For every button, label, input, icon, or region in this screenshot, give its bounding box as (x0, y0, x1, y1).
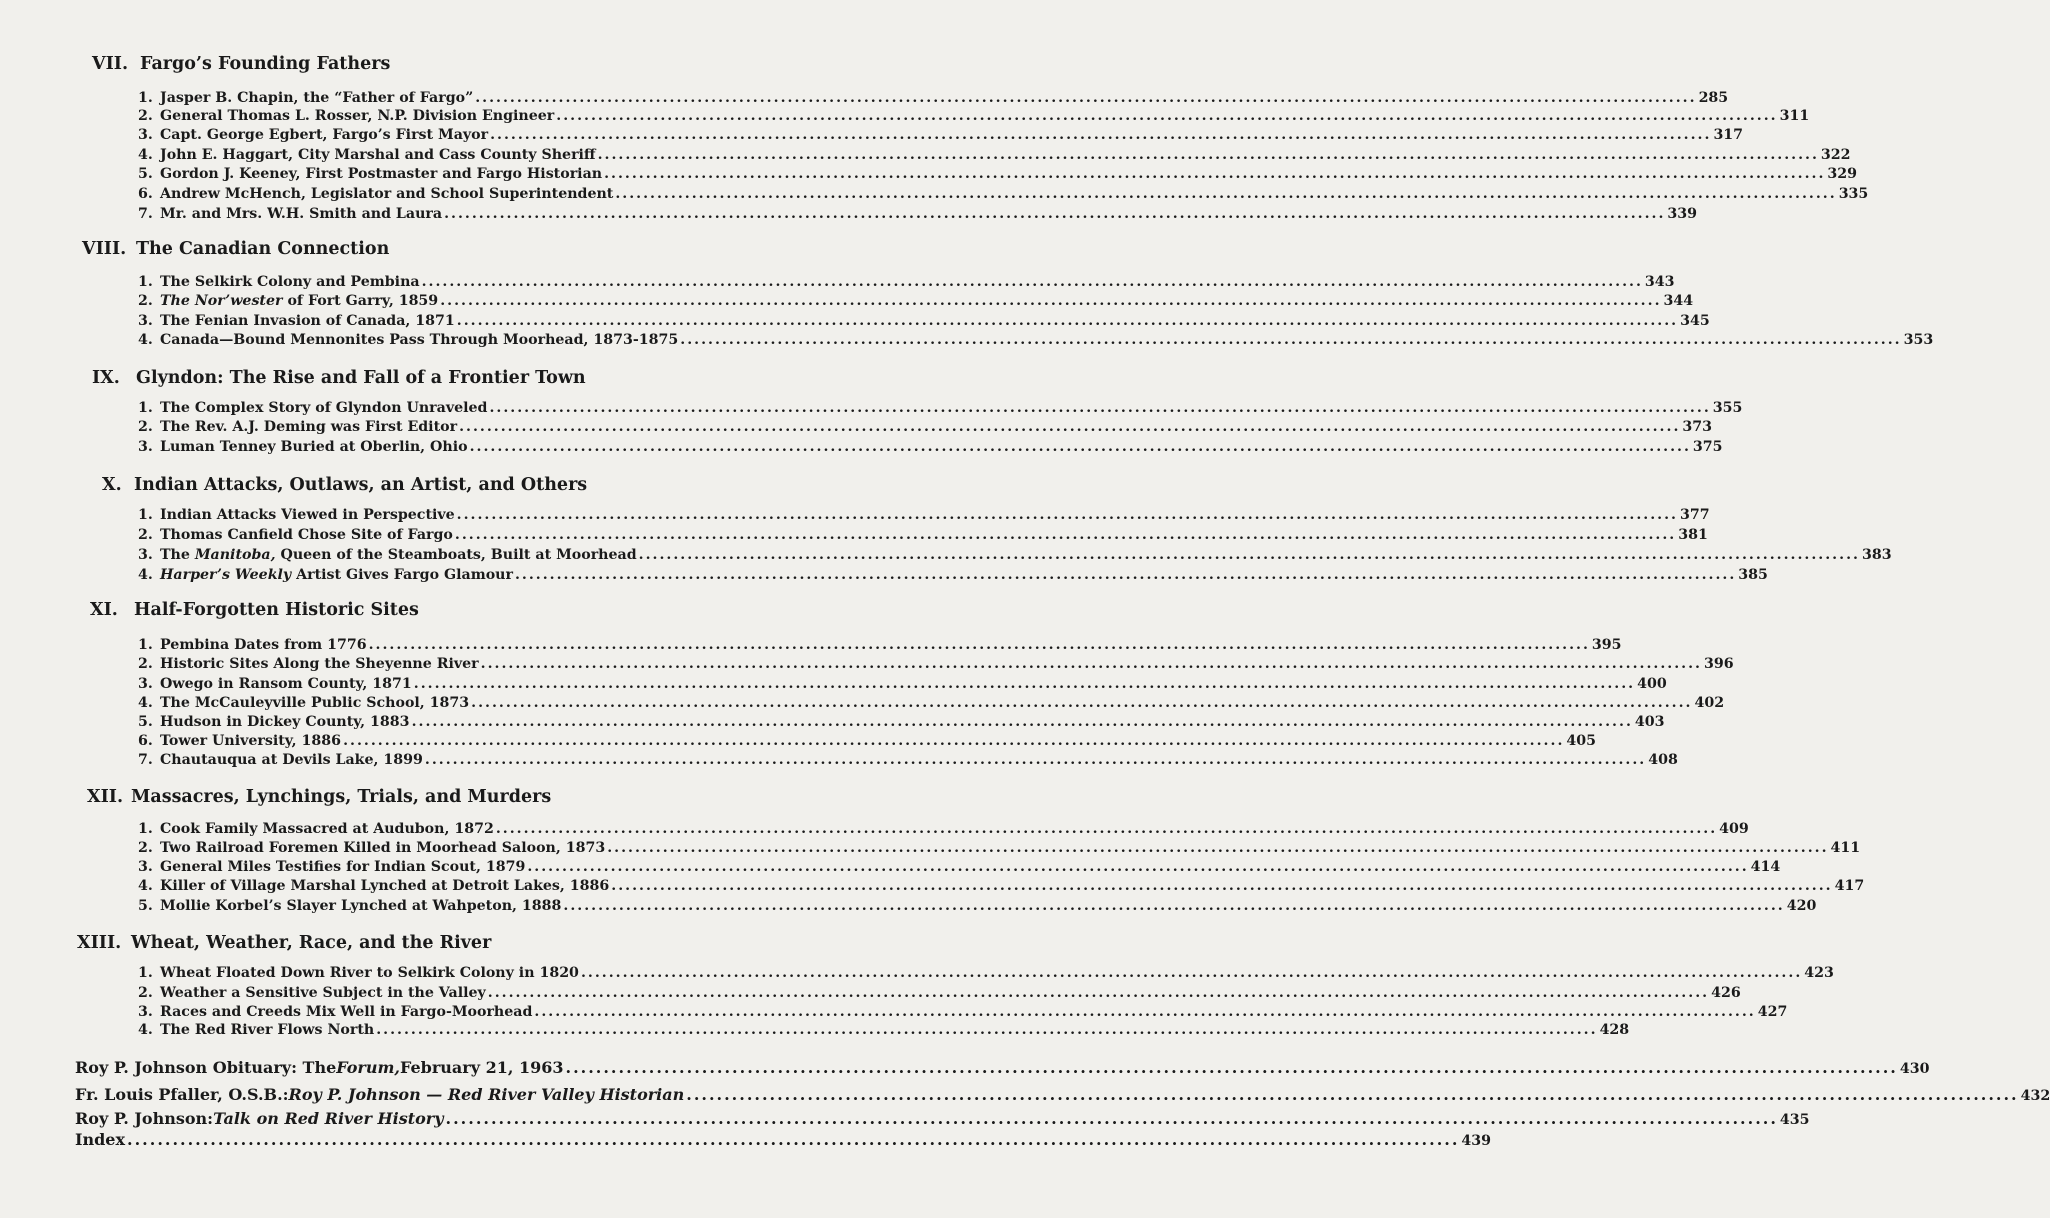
dot-leader: ................................................................................................................................................................................ (444, 206, 1666, 222)
page-number: 430 (1899, 1061, 1930, 1077)
section-number: X. (102, 475, 122, 495)
item-number: 2. (138, 527, 153, 543)
dot-leader: ................................................................................................................................................................................ (459, 419, 1681, 435)
item-title-text: Artist Gives Fargo Glamour (291, 567, 513, 583)
page-number: 285 (1698, 90, 1729, 106)
dot-leader: ................................................................................................................................................................................ (343, 733, 1565, 749)
item-number: 1. (138, 965, 153, 981)
item-title-italic: Harper’s Weekly (160, 567, 292, 583)
item-number: 4. (138, 1022, 153, 1038)
item-title (160, 331, 678, 350)
item-title (160, 205, 442, 224)
section-heading (87, 786, 551, 808)
item-number: 3. (138, 1004, 153, 1020)
section-title: Wheat, Weather, Race, and the River (131, 933, 492, 953)
page-number: 335 (1838, 186, 1869, 202)
item-title-text: The Red River Flows North (160, 1022, 375, 1038)
list-item (138, 839, 1861, 858)
item-title (160, 839, 605, 858)
page-number: 403 (1634, 714, 1665, 730)
item-number: 1. (138, 274, 153, 290)
list-item (138, 675, 1667, 694)
item-title-text: Indian Attacks Viewed in Perspective (160, 507, 455, 523)
item-title-text: Cook Family Massacred at Audubon, 1872 (160, 821, 494, 837)
list-item (138, 820, 1749, 839)
item-title (160, 897, 561, 916)
list-item (138, 506, 1710, 525)
item-title-text: Two Railroad Foremen Killed in Moorhead Saloon, 1873 (160, 840, 606, 856)
item-title-text: Canada—Bound Mennonites Pass Through Moorhead, 1873-1875 (160, 332, 679, 348)
dot-leader: ................................................................................................................................................................................ (563, 898, 1785, 914)
item-number: 2. (138, 419, 153, 435)
item-title-text: Owego in Ransom County, 1871 (160, 676, 412, 692)
item-title-text: Tower University, 1886 (160, 733, 342, 749)
page-number: 408 (1648, 752, 1678, 768)
item-title-text: The Rev. A.J. Deming was First Editor (160, 419, 458, 435)
dot-leader: ................................................................................................................................................................................ (514, 567, 1737, 583)
list-item (138, 438, 1723, 457)
item-title (160, 312, 455, 331)
item-title (160, 146, 596, 165)
page-number: 428 (1599, 1022, 1630, 1038)
back-matter-text: Index (75, 1130, 126, 1149)
section-title: Half-Forgotten Historic Sites (134, 600, 419, 620)
section-number: VII. (92, 54, 129, 74)
item-title-text: Killer of Village Marshal Lynched at Detroit Lakes, 1886 (160, 878, 610, 894)
list-item (138, 331, 1934, 350)
list-item (138, 858, 1781, 877)
section-number: VIII. (82, 239, 127, 259)
section-heading (90, 599, 419, 621)
back-matter-italic: Forum, (336, 1058, 400, 1077)
back-matter-item (75, 1108, 1810, 1130)
item-number: 3. (138, 676, 153, 692)
section-heading (77, 932, 491, 954)
page-number: 427 (1757, 1004, 1788, 1020)
list-item (138, 107, 1810, 126)
section-number: XIII. (77, 933, 122, 953)
item-number: 3. (138, 859, 153, 875)
item-title (160, 858, 525, 877)
item-title (160, 438, 468, 457)
list-item (138, 418, 1713, 437)
item-title (160, 964, 579, 983)
section-number: XI. (90, 600, 118, 620)
item-title-italic: The Nor’wester (160, 293, 283, 309)
page-number: 373 (1682, 419, 1713, 435)
page-number: 329 (1827, 166, 1858, 182)
dot-leader: ................................................................................................................................................................................ (686, 1085, 2019, 1104)
dot-leader: ................................................................................................................................................................................ (489, 400, 1711, 416)
page-number: 426 (1711, 985, 1741, 1001)
item-title (160, 751, 423, 770)
list-item (138, 546, 1892, 565)
dot-leader: ................................................................................................................................................................................ (440, 293, 1662, 309)
dot-leader: ................................................................................................................................................................................ (445, 1109, 1778, 1128)
page-number: 405 (1566, 733, 1597, 749)
dot-leader: ................................................................................................................................................................................ (454, 527, 1677, 543)
page-number: 409 (1719, 821, 1749, 837)
item-title-text: Gordon J. Keeney, First Postmaster and Fargo Historian (160, 166, 603, 182)
dot-leader: ................................................................................................................................................................................ (424, 752, 1647, 768)
item-title-text: The Fenian Invasion of Canada, 1871 (160, 313, 455, 329)
page-number: 343 (1644, 274, 1675, 290)
item-number: 6. (138, 186, 153, 202)
back-matter-italic: Roy P. Johnson — Red River Valley Historian (288, 1085, 685, 1104)
list-item (138, 1003, 1788, 1022)
list-item (138, 964, 1834, 983)
list-item (138, 526, 1708, 545)
item-title-text: Luman Tenney Buried at Oberlin, Ohio (160, 439, 468, 455)
page-number: 396 (1703, 656, 1734, 672)
item-title (160, 526, 453, 545)
item-title (160, 273, 420, 292)
section-title: The Canadian Connection (136, 239, 390, 259)
list-item (138, 897, 1817, 916)
item-number: 1. (138, 821, 153, 837)
back-matter-item (75, 1129, 1492, 1151)
page-number: 420 (1786, 898, 1817, 914)
page-number: 395 (1591, 637, 1622, 653)
list-item (138, 713, 1665, 732)
dot-leader: ................................................................................................................................................................................ (368, 637, 1590, 653)
dot-leader: ................................................................................................................................................................................ (471, 695, 1693, 711)
item-number: 4. (138, 695, 153, 711)
dot-leader: ................................................................................................................................................................................ (534, 1004, 1756, 1020)
page-number: 423 (1804, 965, 1834, 981)
item-title-text: The (160, 547, 195, 563)
dot-leader: ................................................................................................................................................................................ (456, 313, 1679, 329)
item-title-text: Hudson in Dickey County, 1883 (160, 714, 410, 730)
back-matter-text: Roy P. Johnson: (75, 1109, 214, 1128)
dot-leader: ................................................................................................................................................................................ (680, 332, 1902, 348)
item-number: 4. (138, 878, 153, 894)
dot-leader: ................................................................................................................................................................................ (487, 985, 1710, 1001)
item-number: 1. (138, 90, 153, 106)
item-title-text: Historic Sites Along the Sheyenne River (160, 656, 479, 672)
item-title (160, 546, 637, 565)
dot-leader: ................................................................................................................................................................................ (127, 1130, 1460, 1149)
list-item (138, 312, 1710, 331)
item-number: 2. (138, 985, 153, 1001)
item-title (160, 165, 602, 184)
page-number: 322 (1820, 147, 1851, 163)
dot-leader: ................................................................................................................................................................................ (469, 439, 1691, 455)
item-number: 4. (138, 147, 153, 163)
list-item (138, 636, 1622, 655)
item-number: 2. (138, 293, 153, 309)
page-number: 344 (1663, 293, 1694, 309)
section-title: Glyndon: The Rise and Fall of a Frontier Town (136, 368, 586, 388)
list-item (138, 165, 1858, 184)
dot-leader: ................................................................................................................................................................................ (638, 547, 1860, 563)
page-number: 355 (1712, 400, 1743, 416)
item-title (160, 292, 438, 311)
section-number: XII. (87, 787, 124, 807)
item-title (160, 675, 412, 694)
item-title-text: Jasper B. Chapin, the “Father of Fargo” (160, 90, 474, 106)
item-number: 5. (138, 714, 153, 730)
item-title (160, 506, 455, 525)
list-item (138, 126, 1744, 145)
back-matter-text: Roy P. Johnson Obituary: The (75, 1058, 337, 1077)
list-item (138, 694, 1725, 713)
list-item (138, 655, 1734, 674)
back-matter-item (75, 1084, 2050, 1106)
list-item (138, 751, 1678, 770)
item-title-text: Weather a Sensitive Subject in the Valley (160, 985, 486, 1001)
list-item (138, 399, 1743, 418)
item-title (160, 694, 469, 713)
item-title-italic: Manitoba, (194, 547, 276, 563)
dot-leader: ................................................................................................................................................................................ (604, 166, 1826, 182)
item-title (160, 984, 486, 1003)
page-number: 402 (1694, 695, 1725, 711)
page-number: 339 (1667, 206, 1698, 222)
list-item (138, 566, 1768, 585)
page-number: 311 (1779, 108, 1810, 124)
dot-leader: ................................................................................................................................................................................ (411, 714, 1633, 730)
list-item (138, 146, 1851, 165)
section-title: Indian Attacks, Outlaws, an Artist, and Others (134, 475, 588, 495)
item-title (160, 820, 494, 839)
page-number: 317 (1713, 127, 1744, 143)
list-item (138, 1021, 1630, 1040)
dot-leader: ................................................................................................................................................................................ (607, 840, 1829, 856)
item-title (160, 636, 367, 655)
item-number: 2. (138, 656, 153, 672)
item-number: 5. (138, 166, 153, 182)
list-item (138, 185, 1869, 204)
item-title (160, 1021, 374, 1040)
dot-leader: ................................................................................................................................................................................ (475, 90, 1697, 106)
section-number: IX. (92, 368, 120, 388)
item-title-text: Thomas Canfield Chose Site of Fargo (160, 527, 453, 543)
dot-leader: ................................................................................................................................................................................ (490, 127, 1712, 143)
item-number: 3. (138, 547, 153, 563)
dot-leader: ................................................................................................................................................................................ (421, 274, 1643, 290)
item-title (160, 1003, 532, 1022)
item-number: 4. (138, 567, 153, 583)
back-matter-text: Fr. Louis Pfaller, O.S.B.: (75, 1085, 289, 1104)
item-title (160, 877, 609, 896)
list-item (138, 292, 1694, 311)
dot-leader: ................................................................................................................................................................................ (580, 965, 1803, 981)
dot-leader: ................................................................................................................................................................................ (413, 676, 1636, 692)
item-number: 1. (138, 400, 153, 416)
item-title-text: The Selkirk Colony and Pembina (160, 274, 420, 290)
page-number: 400 (1637, 676, 1667, 692)
item-number: 3. (138, 313, 153, 329)
dot-leader: ................................................................................................................................................................................ (480, 656, 1702, 672)
dot-leader: ................................................................................................................................................................................ (527, 859, 1749, 875)
section-heading (82, 238, 389, 260)
page-number: 411 (1830, 840, 1861, 856)
item-title-text: Andrew McHench, Legislator and School Superintendent (160, 186, 614, 202)
item-number: 7. (138, 206, 153, 222)
list-item (138, 273, 1675, 292)
item-title (160, 126, 488, 145)
section-title: Massacres, Lynchings, Trials, and Murders (131, 787, 552, 807)
item-number: 1. (138, 637, 153, 653)
back-matter-text: February 21, 1963 (399, 1058, 564, 1077)
back-matter-italic: Talk on Red River History (213, 1109, 444, 1128)
item-number: 3. (138, 439, 153, 455)
page-number: 377 (1679, 507, 1710, 523)
item-number: 4. (138, 332, 153, 348)
item-title-text: John E. Haggart, City Marshal and Cass County Sheriff (160, 147, 596, 163)
item-title-text: The Complex Story of Glyndon Unraveled (160, 400, 488, 416)
section-heading (92, 367, 586, 389)
item-title-text: Capt. George Egbert, Fargo’s First Mayor (160, 127, 489, 143)
section-title: Fargo’s Founding Fathers (140, 54, 391, 74)
item-title-text: General Thomas L. Rosser, N.P. Division Engineer (160, 108, 555, 124)
page-number: 375 (1692, 439, 1723, 455)
dot-leader: ................................................................................................................................................................................ (615, 186, 1837, 202)
list-item (138, 877, 1865, 896)
dot-leader: ................................................................................................................................................................................ (556, 108, 1778, 124)
item-title (160, 713, 410, 732)
item-title-text: The McCauleyville Public School, 1873 (160, 695, 470, 711)
item-title-text: Mollie Korbel’s Slayer Lynched at Wahpeton, 1888 (160, 898, 562, 914)
item-title-text: Mr. and Mrs. W.H. Smith and Laura (160, 206, 443, 222)
item-title-text: of Fort Garry, 1859 (282, 293, 439, 309)
list-item (138, 89, 1729, 108)
list-item (138, 984, 1741, 1003)
back-matter-item (75, 1057, 1930, 1079)
list-item (138, 205, 1698, 224)
page-number: 345 (1680, 313, 1710, 329)
item-title (160, 399, 487, 418)
page-number: 353 (1903, 332, 1934, 348)
item-title (160, 418, 457, 437)
page-number: 383 (1861, 547, 1892, 563)
page-number: 435 (1779, 1112, 1810, 1128)
item-title (160, 732, 341, 751)
item-number: 7. (138, 752, 153, 768)
item-title-text: Pembina Dates from 1776 (160, 637, 367, 653)
item-title-text: Chautauqua at Devils Lake, 1899 (160, 752, 423, 768)
item-number: 5. (138, 898, 153, 914)
item-number: 2. (138, 108, 153, 124)
dot-leader: ................................................................................................................................................................................ (565, 1058, 1898, 1077)
item-title (160, 185, 613, 204)
item-title-text: General Miles Testifies for Indian Scout, 1879 (160, 859, 526, 875)
section-heading (102, 474, 587, 496)
item-number: 1. (138, 507, 153, 523)
page-number: 414 (1750, 859, 1781, 875)
item-number: 2. (138, 840, 153, 856)
item-title (160, 89, 473, 108)
page-number: 381 (1678, 527, 1708, 543)
item-title (160, 107, 554, 126)
page-number: 432 (2020, 1088, 2050, 1104)
item-title-text: Queen of the Steamboats, Built at Moorhead (275, 547, 637, 563)
item-title-text: Races and Creeds Mix Well in Fargo-Moorhead (160, 1004, 533, 1020)
dot-leader: ................................................................................................................................................................................ (376, 1022, 1598, 1038)
item-number: 3. (138, 127, 153, 143)
item-title (160, 566, 513, 585)
item-title (160, 655, 479, 674)
page-number: 385 (1738, 567, 1768, 583)
page-number: 417 (1834, 878, 1865, 894)
section-heading (92, 53, 390, 75)
item-title-text: Wheat Floated Down River to Selkirk Colony in 1820 (160, 965, 579, 981)
dot-leader: ................................................................................................................................................................................ (495, 821, 1718, 837)
page-number: 439 (1461, 1133, 1492, 1149)
list-item (138, 732, 1597, 751)
item-number: 6. (138, 733, 153, 749)
dot-leader: ................................................................................................................................................................................ (611, 878, 1833, 894)
dot-leader: ................................................................................................................................................................................ (456, 507, 1678, 523)
dot-leader: ................................................................................................................................................................................ (597, 147, 1819, 163)
